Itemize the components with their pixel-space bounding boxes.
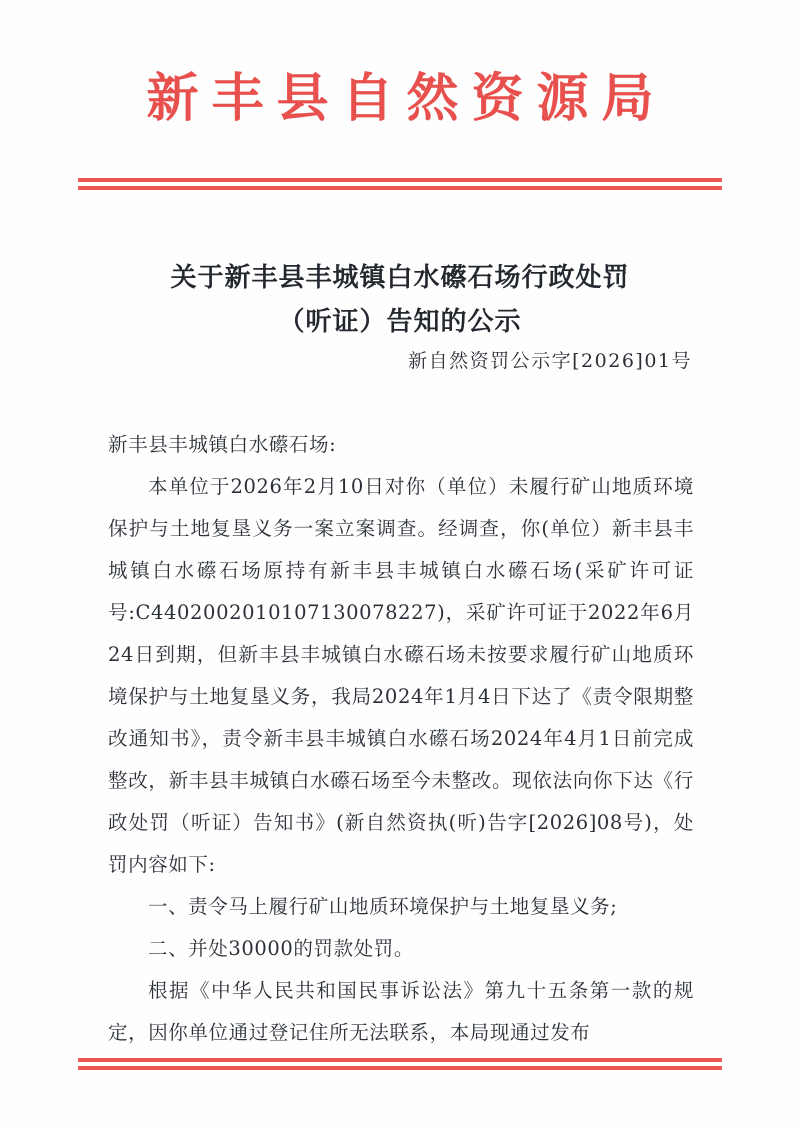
letterhead-divider-top [78, 178, 722, 190]
document-title [100, 256, 700, 344]
body-paragraph-1: 本单位于2026年2月10日对你（单位）未履行矿山地质环境保护与土地复垦义务一案立案调查。经调查，你(单位）新丰县丰城镇白水礤石场原持有新丰县丰城镇白水礤石场(采矿许可证号:C4402002010107130078227)，采矿许可证于2022年6月24日到期，但新丰县丰城镇白水礤石场未按要求履行矿山地质环境保护与土地复垦义务，我局2024年1月4日下达了《责令限期整改通知书》，责令新丰县丰城镇白水礤石场2024年4月1日前完成整改，新丰县丰城镇白水礤石场至今未整改。现依法向你下达《行政处罚（听证）告知书》(新自然资执(听)告字[2026]08号)，处罚内容如下: [108, 475, 694, 876]
body-paragraph-2: 根据《中华人民共和国民事诉讼法》第九十五条第一款的规定，因你单位通过登记住所无法联系，本局现通过发布 [108, 979, 694, 1044]
document-title-line-1: 关于新丰县丰城镇白水礤石场行政处罚 [170, 263, 630, 293]
penalty-item-2: 二、并处30000的罚款处罚。 [147, 937, 415, 960]
document-title-line-2: （听证）告知的公示 [278, 307, 522, 337]
document-body [108, 424, 694, 1054]
letterhead [0, 68, 800, 129]
divider-line-thin [78, 186, 722, 190]
document-serial-number: 新自然资罚公示字[2026]01号 [408, 350, 692, 372]
issuing-authority-title: 新丰县自然资源局 [146, 68, 667, 129]
footer-divider-bottom [78, 1058, 722, 1070]
body-salutation: 新丰县丰城镇白水礤石场: [108, 433, 337, 456]
penalty-item-1: 一、责令马上履行矿山地质环境保护与土地复垦义务; [147, 895, 618, 918]
divider-line-thin [78, 1066, 722, 1070]
